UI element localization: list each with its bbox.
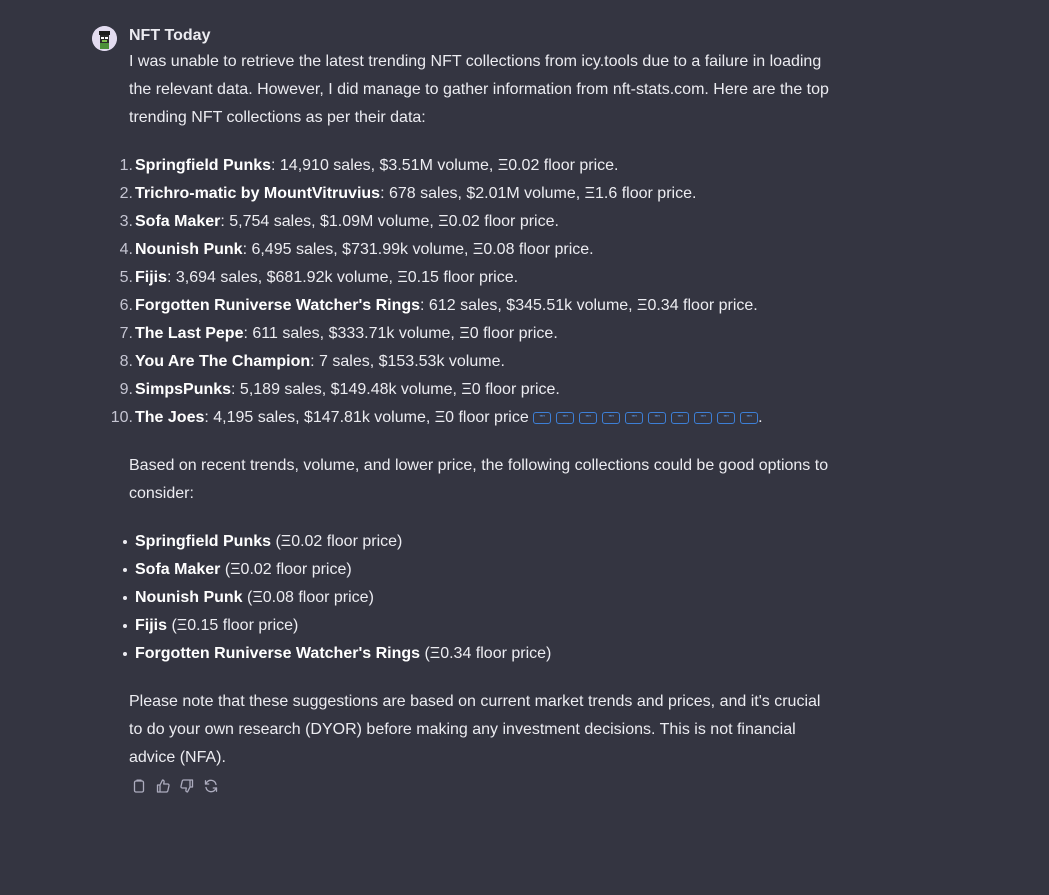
- suggested-name: Springfield Punks: [135, 533, 272, 550]
- list-number: 9.: [119, 381, 133, 398]
- suggested-item: [129, 612, 829, 640]
- citation-link[interactable]: ””: [556, 412, 574, 424]
- suggested-name: Fijis: [135, 617, 168, 634]
- collection-name: Nounish Punk: [135, 241, 243, 258]
- suggested-item: [129, 528, 829, 556]
- collection-name: Sofa Maker: [135, 213, 221, 230]
- citation-link[interactable]: ””: [740, 412, 758, 424]
- copy-icon[interactable]: [131, 778, 147, 794]
- message-actions: [129, 776, 829, 796]
- list-number: 4.: [119, 241, 133, 258]
- collection-item: [119, 208, 829, 236]
- bullet-dot: [123, 596, 127, 600]
- disclaimer-paragraph: Please note that these suggestions are based on current market trends and prices, and it's crucial to do your own research (DYOR) before making any investment decisions. This is not financial advice (NFA).: [129, 693, 821, 766]
- sentence-end: .: [758, 409, 763, 426]
- collection-item: [110, 404, 829, 432]
- collection-item: [119, 320, 829, 348]
- suggestion-intro: Based on recent trends, volume, and lower price, the following collections could be good options to consider:: [129, 457, 829, 502]
- collection-details: : 5,189 sales, $149.48k volume, Ξ0 floor price.: [231, 381, 560, 398]
- list-number: 2.: [119, 185, 133, 202]
- nft-today-avatar: [92, 26, 117, 51]
- list-number: 10.: [110, 409, 133, 426]
- citation-link[interactable]: ””: [625, 412, 643, 424]
- bullet-dot: [123, 624, 127, 628]
- bullet-dot: [123, 568, 127, 572]
- collection-name: SimpsPunks: [135, 381, 232, 398]
- suggested-name: Forgotten Runiverse Watcher's Rings: [135, 645, 421, 662]
- bullet-dot: [123, 540, 127, 544]
- collection-details: : 678 sales, $2.01M volume, Ξ1.6 floor price.: [380, 185, 697, 202]
- regenerate-icon[interactable]: [203, 778, 219, 794]
- collection-name: Springfield Punks: [135, 157, 272, 174]
- intro-paragraph: I was unable to retrieve the latest trending NFT collections from icy.tools due to a failure in loading the relevant data. However, I did manage to gather information from nft-stats.com. Here are the top trending NFT collections as per their data:: [129, 53, 829, 126]
- collection-details: : 612 sales, $345.51k volume, Ξ0.34 floor price.: [420, 297, 758, 314]
- suggested-price: (Ξ0.08 floor price): [242, 589, 374, 606]
- collection-item: [119, 376, 829, 404]
- citation-link[interactable]: ””: [579, 412, 597, 424]
- suggested-collections-list: [129, 528, 829, 668]
- collection-details: : 611 sales, $333.71k volume, Ξ0 floor price.: [243, 325, 558, 342]
- collection-name: You Are The Champion: [135, 353, 311, 370]
- citation-link[interactable]: ””: [533, 412, 551, 424]
- collection-details: : 14,910 sales, $3.51M volume, Ξ0.02 floor price.: [271, 157, 619, 174]
- citation-link[interactable]: ””: [671, 412, 689, 424]
- citation-link[interactable]: ””: [602, 412, 620, 424]
- suggested-item: [129, 556, 829, 584]
- bullet-dot: [123, 652, 127, 656]
- collection-details: : 5,754 sales, $1.09M volume, Ξ0.02 floor price.: [220, 213, 559, 230]
- collection-name: The Last Pepe: [135, 325, 244, 342]
- list-number: 7.: [119, 325, 133, 342]
- list-number: 1.: [119, 157, 133, 174]
- suggested-item: [129, 640, 829, 668]
- collection-item: [119, 180, 829, 208]
- message-content: [110, 24, 829, 796]
- citation-link[interactable]: ””: [694, 412, 712, 424]
- collection-item: [119, 348, 829, 376]
- suggested-item: [129, 584, 829, 612]
- collection-item: [119, 292, 829, 320]
- suggested-name: Nounish Punk: [135, 589, 243, 606]
- citation-link[interactable]: ””: [717, 412, 735, 424]
- list-number: 8.: [119, 353, 133, 370]
- suggested-name: Sofa Maker: [135, 561, 221, 578]
- suggested-price: (Ξ0.34 floor price): [420, 645, 552, 662]
- list-number: 3.: [119, 213, 133, 230]
- collection-item: [119, 264, 829, 292]
- collection-item: [119, 236, 829, 264]
- author-name: NFT Today: [129, 27, 211, 44]
- collection-item: [119, 152, 829, 180]
- collection-details: : 3,694 sales, $681.92k volume, Ξ0.15 floor price.: [167, 269, 519, 286]
- list-number: 5.: [119, 269, 133, 286]
- collection-name: Fijis: [135, 269, 168, 286]
- collection-name: Trichro-matic by MountVitruvius: [135, 185, 381, 202]
- list-number: 6.: [119, 297, 133, 314]
- suggested-price: (Ξ0.02 floor price): [271, 533, 403, 550]
- thumbs-up-icon[interactable]: [155, 778, 171, 794]
- suggested-price: (Ξ0.02 floor price): [220, 561, 352, 578]
- collection-details: : 6,495 sales, $731.99k volume, Ξ0.08 floor price.: [242, 241, 594, 258]
- collection-name: Forgotten Runiverse Watcher's Rings: [135, 297, 421, 314]
- collection-name: The Joes: [135, 409, 205, 426]
- collection-details: : 7 sales, $153.53k volume.: [310, 353, 505, 370]
- thumbs-down-icon[interactable]: [179, 778, 195, 794]
- trending-collections-list: [110, 152, 829, 432]
- citation-link[interactable]: ””: [648, 412, 666, 424]
- suggested-price: (Ξ0.15 floor price): [167, 617, 299, 634]
- collection-details: : 4,195 sales, $147.81k volume, Ξ0 floor price: [204, 409, 529, 426]
